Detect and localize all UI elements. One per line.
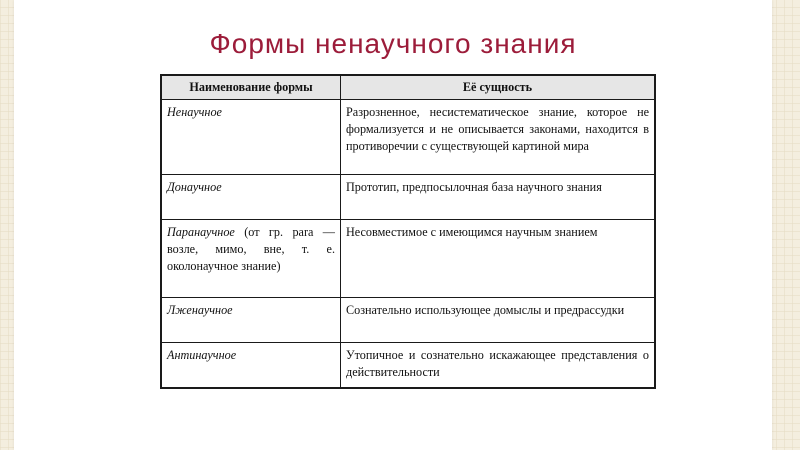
table-row — [161, 220, 655, 298]
form-name-cell — [161, 298, 341, 343]
form-essence: Разрозненное, несистематическое знание, которое не формализуется и не описывается законами, находится в противоречии с существующей картиной мира — [341, 100, 656, 175]
slide — [14, 0, 772, 450]
page-title: Формы ненаучного знания — [209, 28, 577, 59]
table-row — [161, 298, 655, 343]
form-essence: Прототип, предпосылочная база научного знания — [341, 175, 656, 220]
header-form-name: Наименование формы — [161, 75, 341, 100]
header-essence: Её сущность — [341, 75, 656, 100]
form-name-cell — [161, 220, 341, 298]
table-row — [161, 175, 655, 220]
form-name-extra: (от гр. para — возле, мимо, вне, т. е. околонаучное знание) — [167, 225, 335, 273]
form-name: Ненаучное — [167, 105, 222, 119]
form-name: Лженаучное — [167, 303, 233, 317]
form-name-cell — [161, 343, 341, 389]
forms-table — [160, 74, 656, 389]
form-name-cell — [161, 175, 341, 220]
form-essence: Утопичное и сознательно искажающее представления о действительности — [341, 343, 656, 389]
form-name: Паранаучное — [167, 225, 235, 239]
form-name: Донаучное — [167, 180, 222, 194]
form-essence: Сознательно использующее домыслы и предрассудки — [341, 298, 656, 343]
form-name-cell — [161, 100, 341, 175]
form-name: Антинаучное — [167, 348, 237, 362]
form-essence: Несовместимое с имеющимся научным знанием — [341, 220, 656, 298]
table-header-row — [161, 75, 655, 100]
table-row — [161, 100, 655, 175]
table-row — [161, 343, 655, 389]
